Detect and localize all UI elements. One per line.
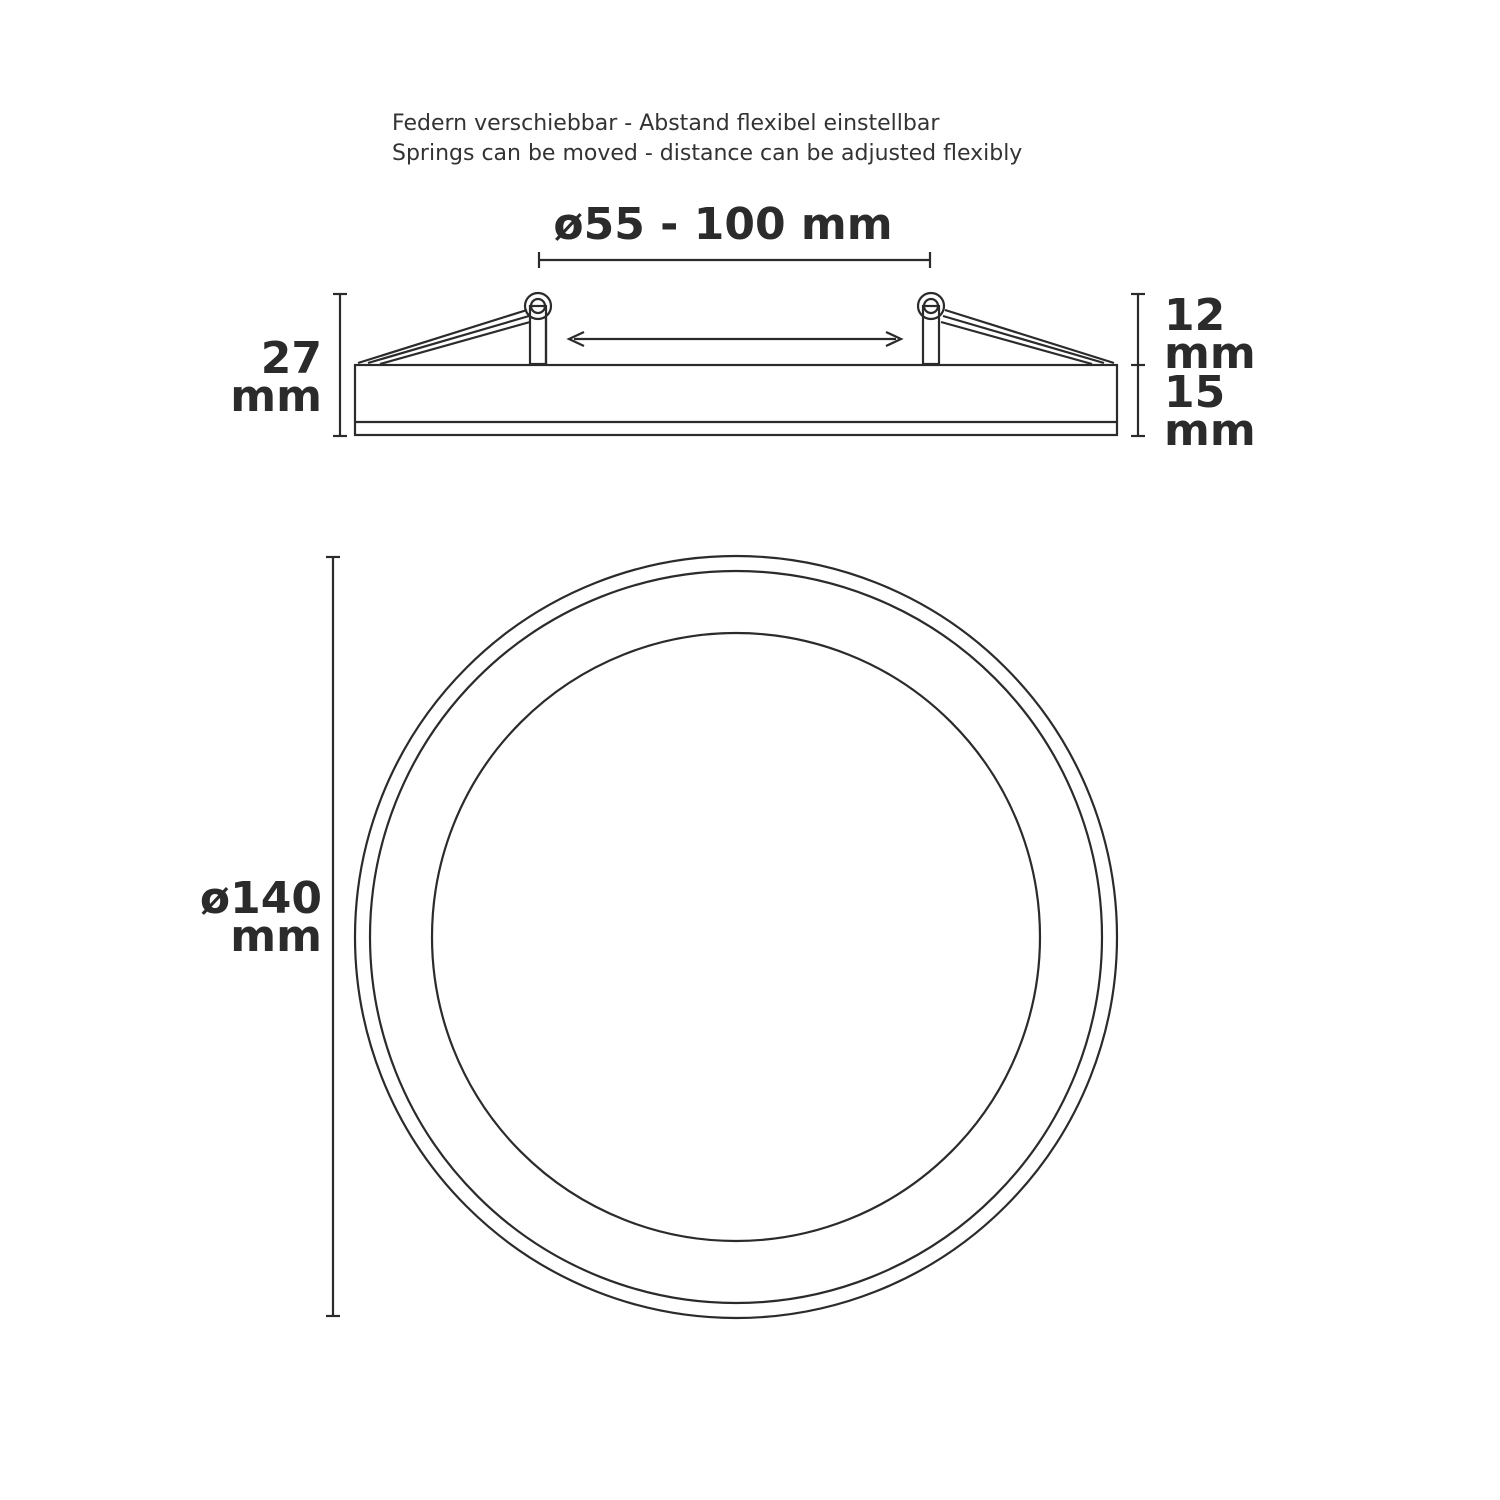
outer-rim [355, 556, 1117, 1318]
spring-height-unit: mm [1164, 327, 1256, 379]
note-english: Springs can be moved - distance can be adjusted flexibly [392, 141, 1023, 166]
inner-rim [370, 571, 1102, 1303]
adjustable-distance-arrow [569, 332, 901, 346]
diameter-dimension-line [326, 557, 340, 1316]
spring-height-value: 12 [1164, 290, 1226, 341]
right-height-dimension-line [1131, 294, 1145, 436]
total-height-value: 27 [260, 333, 322, 384]
left-spring-icon [358, 293, 551, 365]
total-height-unit: mm [230, 370, 322, 422]
total-height-dimension-line [333, 294, 347, 436]
body-height-unit: mm [1164, 404, 1256, 456]
panel-body [355, 365, 1117, 435]
note-german: Federn verschiebbar - Abstand flexibel einstellbar [392, 111, 940, 136]
light-area [432, 633, 1040, 1241]
diameter-value: ø140 [199, 873, 322, 924]
side-view [355, 293, 1117, 435]
diameter-unit: mm [230, 910, 322, 962]
body-height-value: 15 [1164, 367, 1226, 418]
spring-range-text: ø55 - 100 mm [553, 199, 893, 250]
front-view [355, 556, 1117, 1318]
right-spring-icon [918, 293, 1114, 364]
spring-range-dimension-line [539, 252, 930, 268]
